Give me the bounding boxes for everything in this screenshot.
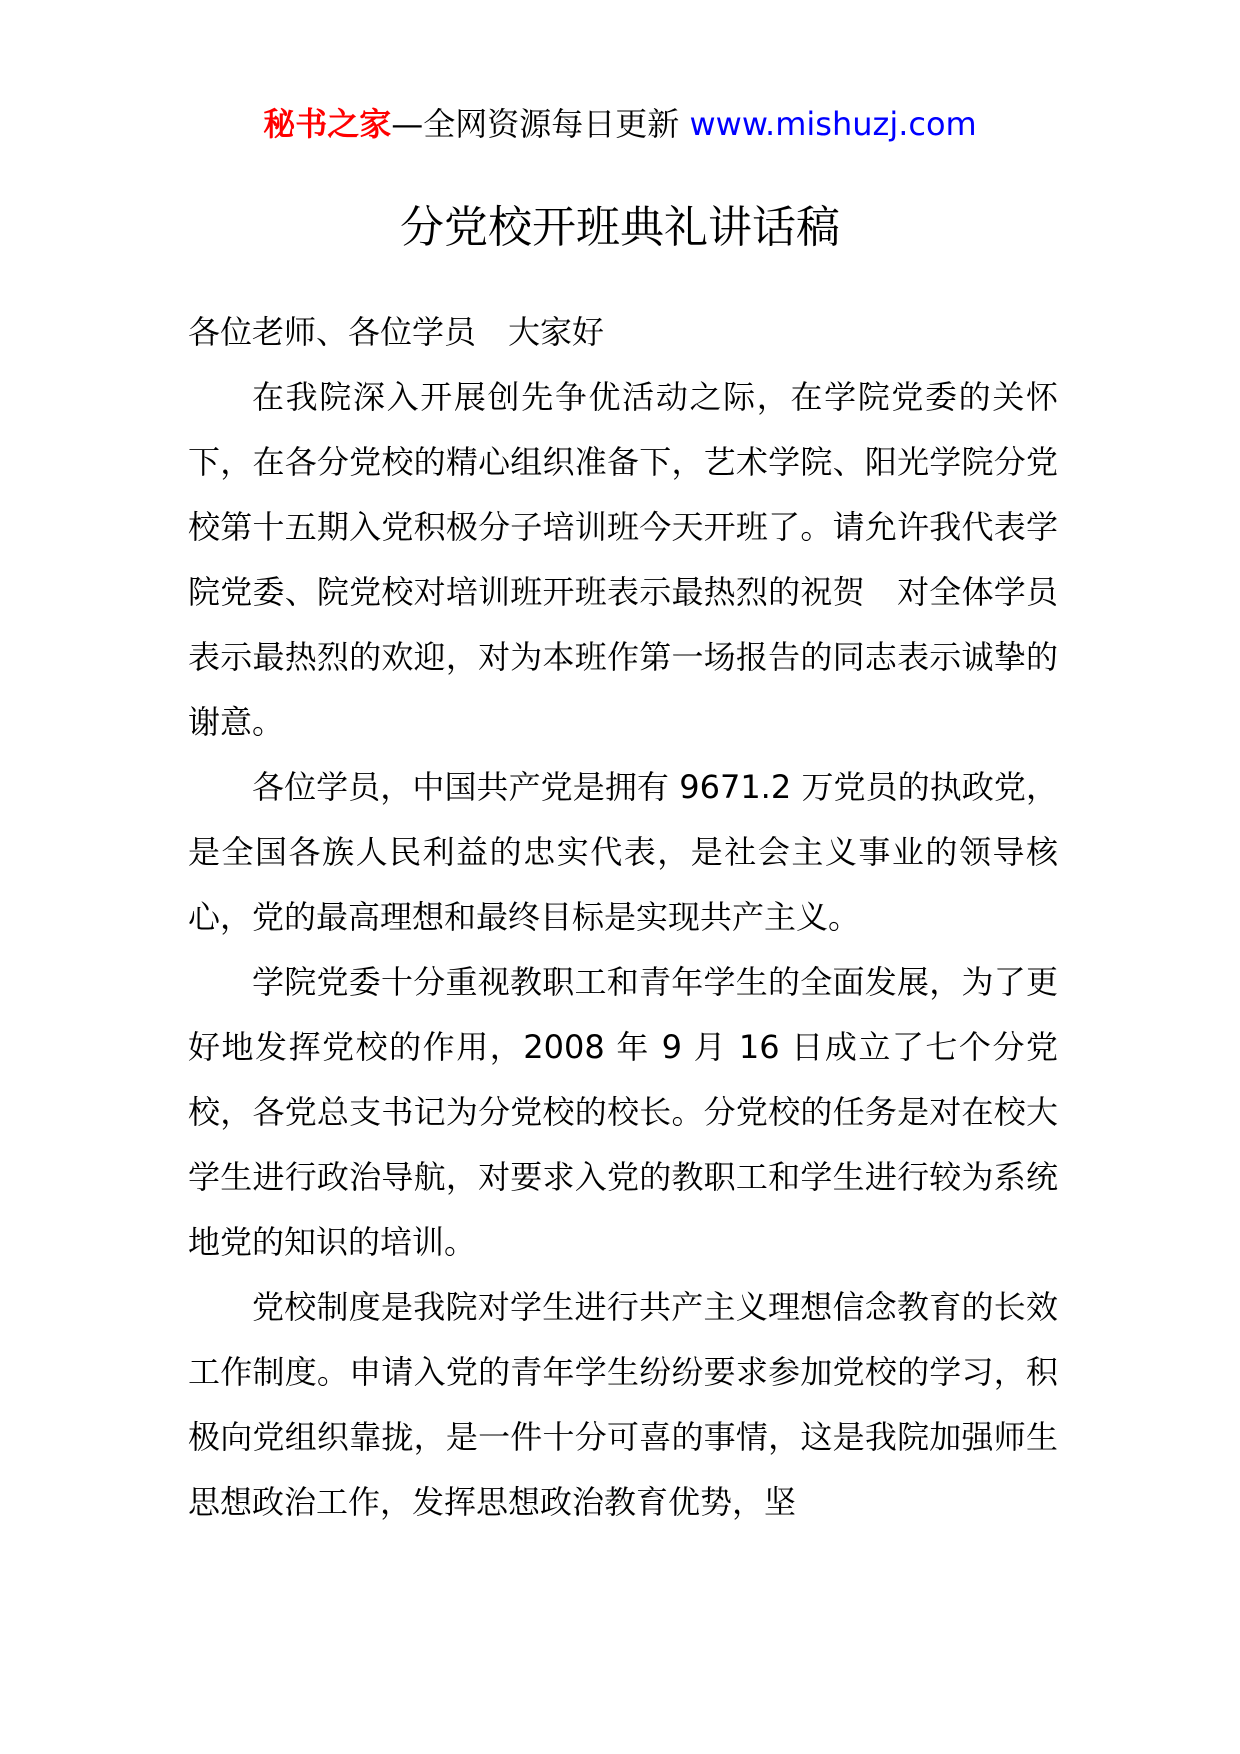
watermark-header [0,102,1240,146]
document-body [188,300,1058,1535]
brand-name: 秘书之家 [263,105,392,143]
paragraph-3: 学院党委十分重视教职工和青年学生的全面发展，为了更好地发挥党校的作用，2008 年 9 月 16 日成立了七个分党校，各党总支书记为分党校的校长。分党校的任务是对在校大学生进行政治导航，对要求入党的教职工和学生进行较为系统地党的知识的培训。 [188,963,1058,1261]
document-title: 分党校开班典礼讲话稿 [400,202,840,253]
header-url-link[interactable]: www.mishuzj.com [689,105,977,143]
paragraph-4: 党校制度是我院对学生进行共产主义理想信念教育的长效工作制度。申请入党的青年学生纷纷要求参加党校的学习，积极向党组织靠拢，是一件十分可喜的事情，这是我院加强师生思想政治工作，发挥思想政治教育优势，坚 [188,1288,1058,1521]
paragraph-2: 各位学员，中国共产党是拥有 9671.2 万党员的执政党，是全国各族人民利益的忠实代表，是社会主义事业的领导核心，党的最高理想和最终目标是实现共产主义。 [188,768,1058,936]
paragraph-1: 在我院深入开展创先争优活动之际，在学院党委的关怀下，在各分党校的精心组织准备下，艺术学院、阳光学院分党校第十五期入党积极分子培训班今天开班了。请允许我代表学院党委、院党校对培训班开班表示最热烈的祝贺 对全体学员表示最热烈的欢迎，对为本班作第一场报告的同志表示诚挚的谢意。 [188,378,1058,741]
salutation: 各位老师、各位学员 大家好 [188,313,605,351]
header-tagline: —全网资源每日更新 [391,105,690,143]
